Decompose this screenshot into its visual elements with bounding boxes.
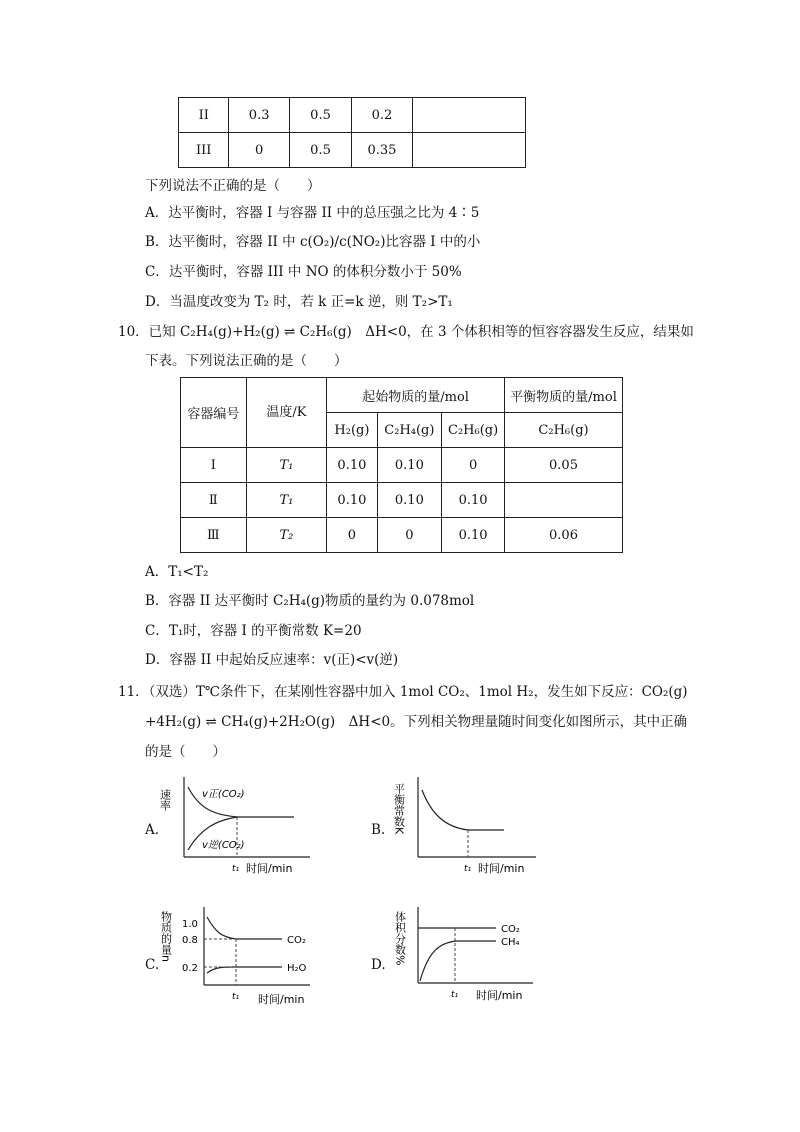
graph-a-ylabel: 速率 xyxy=(158,789,172,811)
q10-table xyxy=(180,377,623,553)
graph-b-curve xyxy=(422,790,504,830)
q9-cell: 0.2 xyxy=(352,98,413,133)
q9-cell: 0.5 xyxy=(289,98,351,133)
graph-a-xlabel: 时间/min xyxy=(246,862,293,875)
graph-b-t1: t₁ xyxy=(464,864,472,874)
graph-d-xlabel: 时间/min xyxy=(476,989,523,1002)
q11-stem-line1: 11．（双选）T℃条件下，在某刚性容器中加入 1mol CO₂、1mol H₂，发生如下反应：CO₂(g) xyxy=(118,684,688,700)
graph-c-s1: CO₂ xyxy=(287,935,306,946)
graph-c-h2o-curve xyxy=(207,967,282,973)
graph-d-t1: t₁ xyxy=(451,990,459,1000)
graph-a-curve-top: v正(CO₂) xyxy=(202,789,245,800)
table-cell: 0.10 xyxy=(442,483,505,518)
graph-d-s2: CH₄ xyxy=(501,937,520,948)
table-cell: T₁ xyxy=(246,483,327,518)
table-cell: Ⅱ xyxy=(181,483,247,518)
q9-cell: II xyxy=(179,98,229,133)
graph-d xyxy=(393,905,548,1005)
graph-c-y3: 0.2 xyxy=(182,963,198,974)
q11-stem-line3: 的是（ ） xyxy=(145,744,226,760)
table-cell: 0 xyxy=(327,518,377,553)
q9-cell xyxy=(412,98,525,133)
table-cell: 0 xyxy=(377,518,442,553)
q10-stem-line2: 下表。下列说法正确的是（ ） xyxy=(145,353,348,369)
q9-table xyxy=(178,97,526,168)
graph-b-label: B. xyxy=(371,822,386,838)
graph-c-y1: 1.0 xyxy=(182,919,198,930)
q9-cell xyxy=(412,133,525,168)
q10-option-d: D．容器 II 中起始反应速率：v(正)<v(逆) xyxy=(145,652,399,668)
graph-c-label: C. xyxy=(145,957,160,973)
graph-c-s2: H₂O xyxy=(287,963,307,974)
q9-option-a: A．达平衡时，容器 I 与容器 II 中的总压强之比为 4∶5 xyxy=(145,205,480,221)
table-cell: Ⅰ xyxy=(181,448,247,483)
header-h2: H₂(g) xyxy=(327,413,377,448)
graph-a-curve-bottom: v逆(CO₂) xyxy=(202,840,245,851)
q9-prompt: 下列说法不正确的是（ ） xyxy=(145,178,321,194)
q9-option-c: C．达平衡时，容器 III 中 NO 的体积分数小于 50% xyxy=(145,264,462,280)
q9-cell: 0.3 xyxy=(229,98,289,133)
graph-d-ylabel: 体积分数% xyxy=(393,911,407,966)
table-cell: 0.10 xyxy=(377,448,442,483)
q11-stem-line2: +4H₂(g) ⇌ CH₄(g)+2H₂O(g) ΔH<0。下列相关物理量随时间变化如图所示，其中正确 xyxy=(145,714,688,730)
graph-c-t1: t₁ xyxy=(232,992,240,1002)
graph-b xyxy=(392,775,541,880)
table-cell: Ⅲ xyxy=(181,518,247,553)
graph-b-xlabel: 时间/min xyxy=(478,862,525,875)
q9-cell: 0.5 xyxy=(289,133,351,168)
graph-d-s1: CO₂ xyxy=(501,924,520,935)
q9-option-d: D．当温度改变为 T₂ 时，若 k 正=k 逆，则 T₂>T₁ xyxy=(145,294,453,310)
q9-cell: 0.35 xyxy=(352,133,413,168)
table-cell: 0.10 xyxy=(442,518,505,553)
graph-d-ch4-curve xyxy=(420,941,496,981)
graph-c-xlabel: 时间/min xyxy=(258,993,305,1006)
graph-a-label: A. xyxy=(145,822,160,838)
table-cell: T₁ xyxy=(246,448,327,483)
header-eq-c2h6: C₂H₆(g) xyxy=(505,413,623,448)
q10-stem-line1: 10．已知 C₂H₄(g)+H₂(g) ⇌ C₂H₆(g) ΔH<0，在 3 个体积相等的恒容容器发生反应，结果如 xyxy=(118,324,694,340)
q10-option-b: B．容器 II 达平衡时 C₂H₄(g)物质的量约为 0.078mol xyxy=(145,593,475,609)
table-cell: 0.06 xyxy=(505,518,623,553)
graph-c xyxy=(160,905,320,1010)
header-container: 容器编号 xyxy=(181,378,247,448)
table-cell: 0 xyxy=(442,448,505,483)
table-cell: 0.10 xyxy=(327,483,377,518)
table-cell xyxy=(505,483,623,518)
table-cell: 0.10 xyxy=(327,448,377,483)
q9-cell: 0 xyxy=(229,133,289,168)
header-initial: 起始物质的量/mol xyxy=(327,378,505,413)
graph-d-label: D. xyxy=(371,957,386,973)
table-cell: 0.05 xyxy=(505,448,623,483)
q10-option-a: A．T₁<T₂ xyxy=(145,564,209,580)
graph-c-y2: 0.8 xyxy=(182,935,198,946)
q10-option-c: C．T₁时，容器 I 的平衡常数 K=20 xyxy=(145,623,362,639)
q9-option-b: B．达平衡时，容器 II 中 c(O₂)/c(NO₂)比容器 I 中的小 xyxy=(145,234,481,250)
graph-c-co2-curve xyxy=(207,917,282,939)
q9-cell: III xyxy=(179,133,229,168)
table-cell: 0.10 xyxy=(377,483,442,518)
header-equilibrium: 平衡物质的量/mol xyxy=(505,378,623,413)
graph-c-ylabel: 物质的量n xyxy=(159,911,173,962)
graph-a xyxy=(160,775,320,880)
graph-a-t1: t₁ xyxy=(232,864,240,874)
header-c2h4: C₂H₄(g) xyxy=(377,413,442,448)
graph-b-ylabel: 平衡常数K xyxy=(392,783,406,835)
header-c2h6: C₂H₆(g) xyxy=(442,413,505,448)
table-cell: T₂ xyxy=(246,518,327,553)
header-temp: 温度/K xyxy=(246,378,327,448)
